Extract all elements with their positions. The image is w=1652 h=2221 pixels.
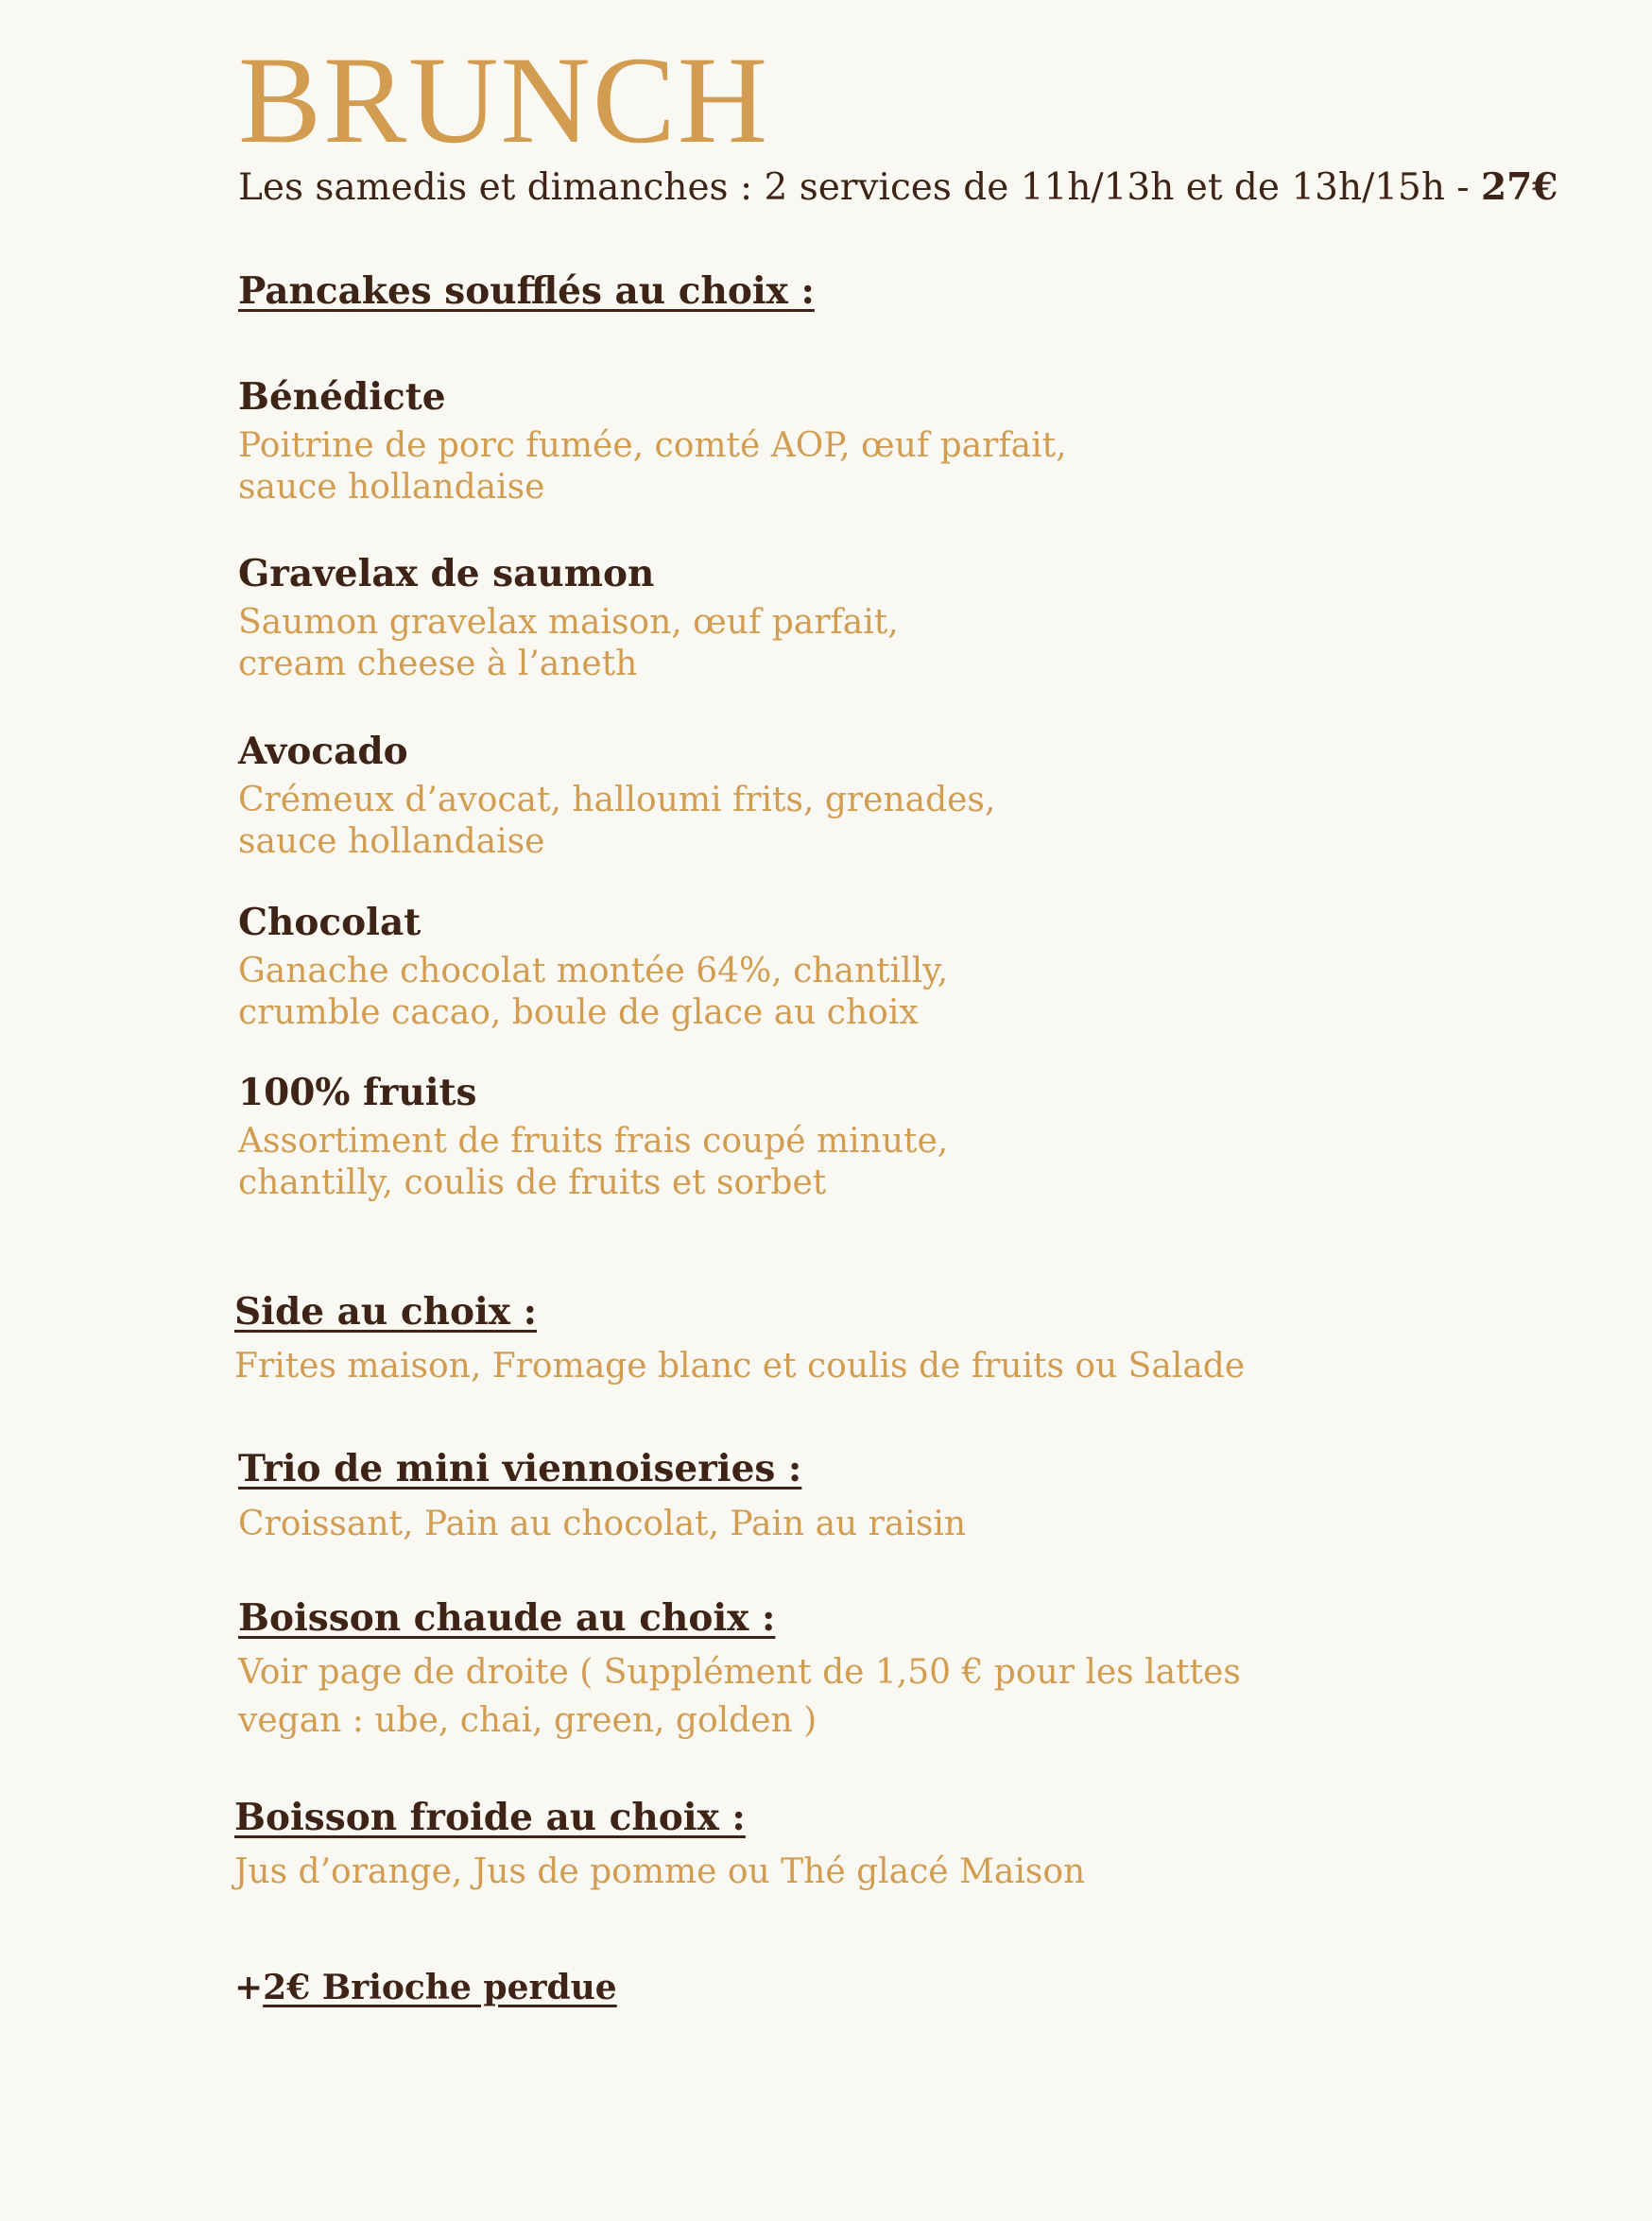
page-title: BRUNCH [238,30,770,169]
item-desc-line: Poitrine de porc fumée, comté AOP, œuf parfait, [238,426,1067,465]
brunch-price: 27€ [1480,165,1558,209]
item-name-chocolat: Chocolat [238,901,422,944]
item-desc-avocado [238,780,995,863]
item-name-benedicte: Bénédicte [238,375,446,419]
side-heading: Side au choix : [234,1290,537,1334]
extra-label: 2€ Brioche perdue [263,1968,617,2007]
hot-drink-text [238,1648,1241,1745]
hot-drink-line: vegan : ube, chai, green, golden ) [238,1701,817,1740]
item-desc-benedicte [238,425,1067,508]
service-hours-text: Les samedis et dimanches : 2 services de 11h/13h et de 13h/15h - [238,166,1481,209]
brioche-extra [234,1966,617,2009]
hot-drink-heading: Boisson chaude au choix : [238,1596,776,1640]
item-name-avocado: Avocado [238,730,408,773]
cold-drink-heading: Boisson froide au choix : [234,1796,746,1839]
item-desc-line: Saumon gravelax maison, œuf parfait, [238,603,899,642]
cold-drink-text: Jus d’orange, Jus de pomme ou Thé glacé Maison [234,1852,1086,1891]
side-text: Frites maison, Fromage blanc et coulis de fruits ou Salade [234,1347,1246,1386]
item-desc-line: crumble cacao, boule de glace au choix [238,993,919,1032]
item-desc-line: cream cheese à l’aneth [238,645,638,683]
item-desc-line: chantilly, coulis de fruits et sorbet [238,1163,827,1202]
item-desc-line: sauce hollandaise [238,468,545,507]
item-desc-line: Ganache chocolat montée 64%, chantilly, [238,952,949,990]
item-desc-chocolat [238,951,948,1034]
item-name-fruits: 100% fruits [238,1071,477,1114]
viennoiseries-heading: Trio de mini viennoiseries : [238,1447,802,1490]
item-desc-gravelax [238,602,899,685]
service-hours [238,164,1557,211]
pancakes-heading: Pancakes soufflés au choix : [238,269,815,313]
item-desc-fruits [238,1121,948,1204]
item-desc-line: sauce hollandaise [238,822,545,861]
item-desc-line: Assortiment de fruits frais coupé minute, [238,1122,949,1161]
viennoiseries-text: Croissant, Pain au chocolat, Pain au raisin [238,1505,967,1543]
item-desc-line: Crémeux d’avocat, halloumi frits, grenades, [238,781,996,819]
item-name-gravelax: Gravelax de saumon [238,552,655,595]
extra-prefix: + [234,1968,264,2007]
hot-drink-line: Voir page de droite ( Supplément de 1,50 € pour les lattes [238,1653,1241,1692]
